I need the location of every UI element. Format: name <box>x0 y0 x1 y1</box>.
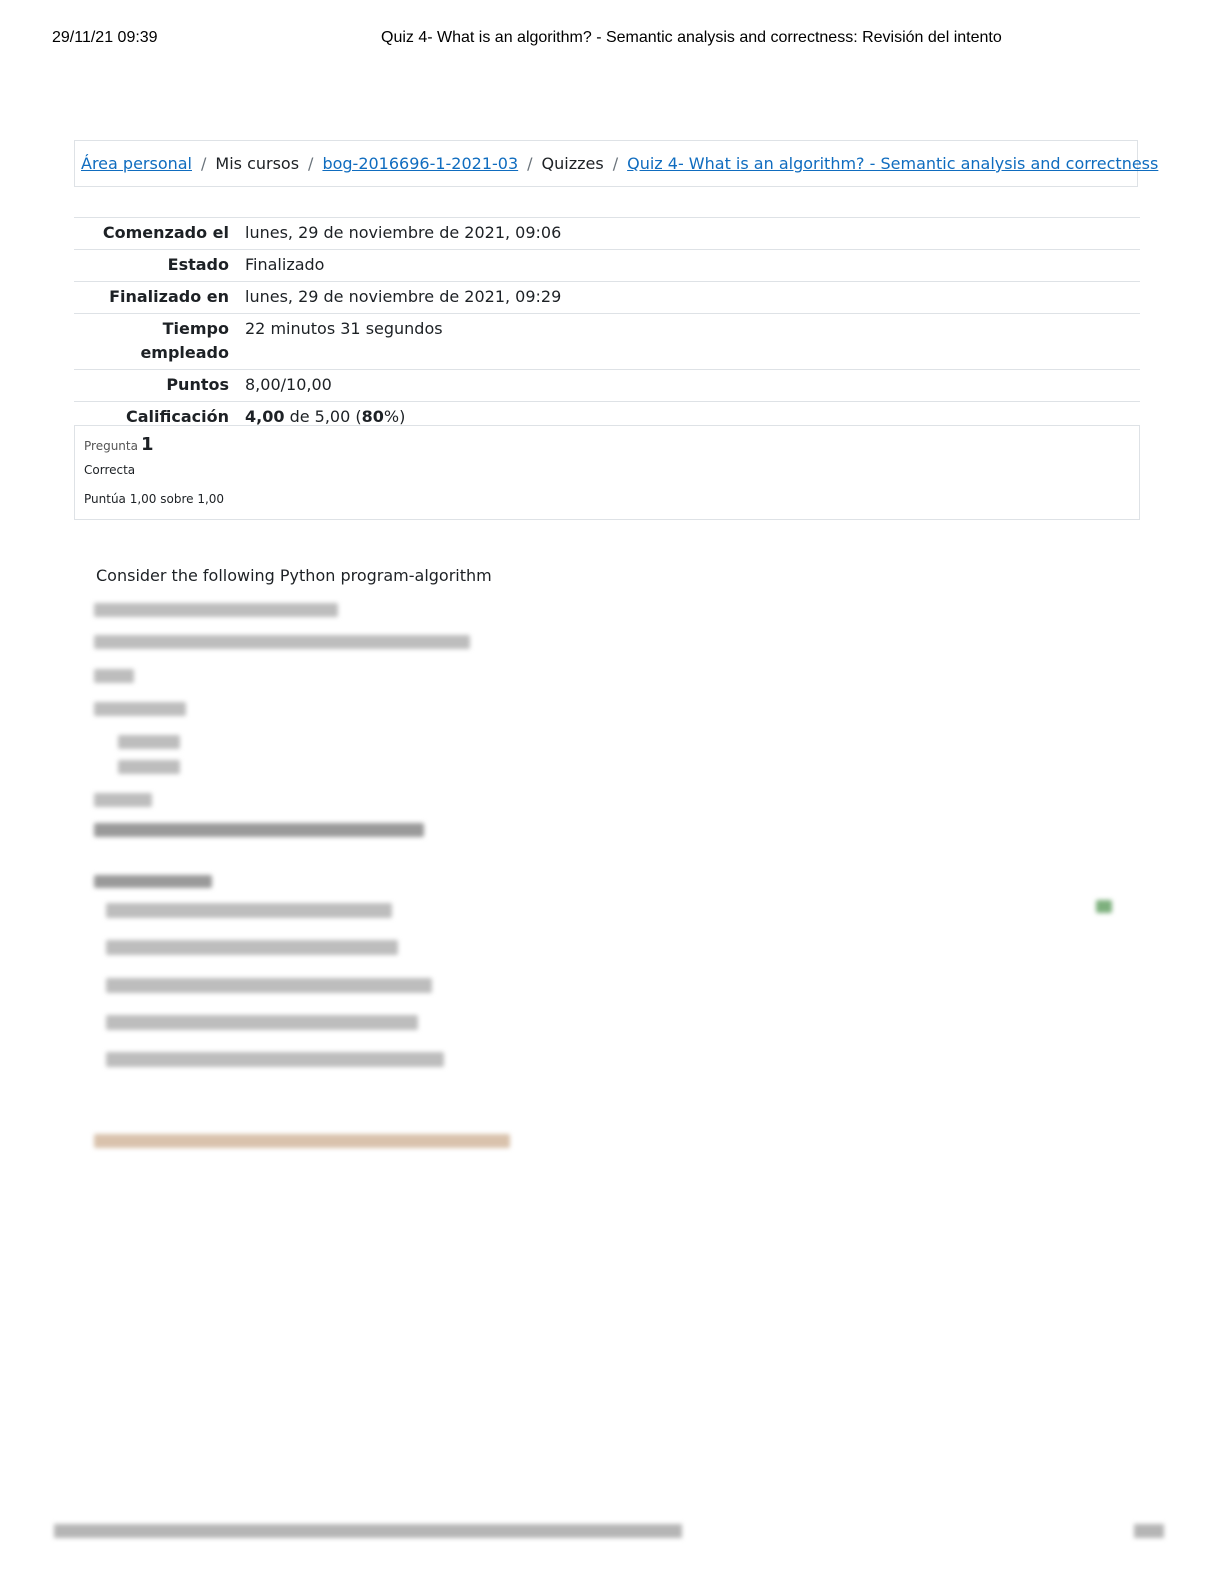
state-label: Estado <box>74 250 245 282</box>
breadcrumb-separator: / <box>527 154 533 173</box>
redacted-code-line <box>118 760 180 774</box>
question-number <box>84 434 1130 455</box>
points-label: Puntos <box>74 370 245 402</box>
breadcrumb-separator: / <box>612 154 619 173</box>
points-value: 8,00/10,00 <box>245 370 1140 402</box>
print-footer-url <box>54 1524 682 1538</box>
question-text: Consider the following Python program-algorithm <box>96 566 492 585</box>
time-label-line2: empleado <box>140 343 229 362</box>
time-label-line1: Tiempo <box>162 319 229 338</box>
breadcrumb-mis-cursos: Mis cursos <box>215 154 300 173</box>
redacted-answer-prompt <box>94 875 212 888</box>
summary-row-time <box>74 314 1140 370</box>
summary-row-finished <box>74 282 1140 314</box>
summary-row-started <box>74 218 1140 250</box>
redacted-answer-option[interactable] <box>106 1052 444 1067</box>
grade-middle: de 5,00 ( <box>284 407 362 426</box>
redacted-feedback <box>94 1134 510 1148</box>
redacted-answer-option[interactable] <box>106 903 392 918</box>
redacted-answer-option[interactable] <box>106 1015 418 1030</box>
grade-percent: 80 <box>361 407 384 426</box>
breadcrumb-quiz[interactable]: Quiz 4- What is an algorithm? - Semantic analysis and correctness <box>627 154 1159 173</box>
finished-label: Finalizado en <box>74 282 245 314</box>
question-info-box <box>74 425 1140 520</box>
redacted-code-line <box>94 603 338 617</box>
started-label: Comenzado el <box>74 218 245 250</box>
redacted-code-line <box>94 669 134 683</box>
finished-value: lunes, 29 de noviembre de 2021, 09:29 <box>245 282 1140 314</box>
breadcrumb-separator: / <box>201 154 207 173</box>
correct-check-icon <box>1096 900 1112 913</box>
question-number-value: 1 <box>140 434 154 455</box>
started-value: lunes, 29 de noviembre de 2021, 09:06 <box>245 218 1140 250</box>
breadcrumb-area-personal[interactable]: Área personal <box>81 154 192 173</box>
print-footer-page-number <box>1134 1524 1164 1538</box>
summary-row-points <box>74 370 1140 402</box>
redacted-code-line <box>118 735 180 749</box>
summary-row-state <box>74 250 1140 282</box>
print-title: Quiz 4- What is an algorithm? - Semantic analysis and correctness: Revisión del intento <box>381 29 1002 46</box>
time-label <box>74 314 245 370</box>
question-grade: Puntúa 1,00 sobre 1,00 <box>84 492 225 506</box>
print-datetime: 29/11/21 09:39 <box>52 29 158 46</box>
redacted-code-line <box>94 702 186 716</box>
redacted-question-prompt <box>94 823 424 837</box>
attempt-summary-table <box>74 217 1140 433</box>
time-value: 22 minutos 31 segundos <box>245 314 1140 370</box>
breadcrumb-separator: / <box>308 154 314 173</box>
redacted-answer-option[interactable] <box>106 940 398 955</box>
state-value: Finalizado <box>245 250 1140 282</box>
redacted-answer-option[interactable] <box>106 978 432 993</box>
question-state: Correcta <box>84 463 136 477</box>
grade-score: 4,00 <box>245 407 285 426</box>
breadcrumb-quizzes: Quizzes <box>541 154 604 173</box>
grade-label: Calificación <box>74 402 245 434</box>
print-header <box>0 29 1224 49</box>
breadcrumb <box>74 140 1159 187</box>
grade-end: %) <box>383 407 406 426</box>
redacted-code-line <box>94 793 152 807</box>
redacted-code-line <box>94 635 470 649</box>
breadcrumb-course[interactable]: bog-2016696-1-2021-03 <box>322 154 519 173</box>
question-number-label: Pregunta <box>84 439 138 453</box>
